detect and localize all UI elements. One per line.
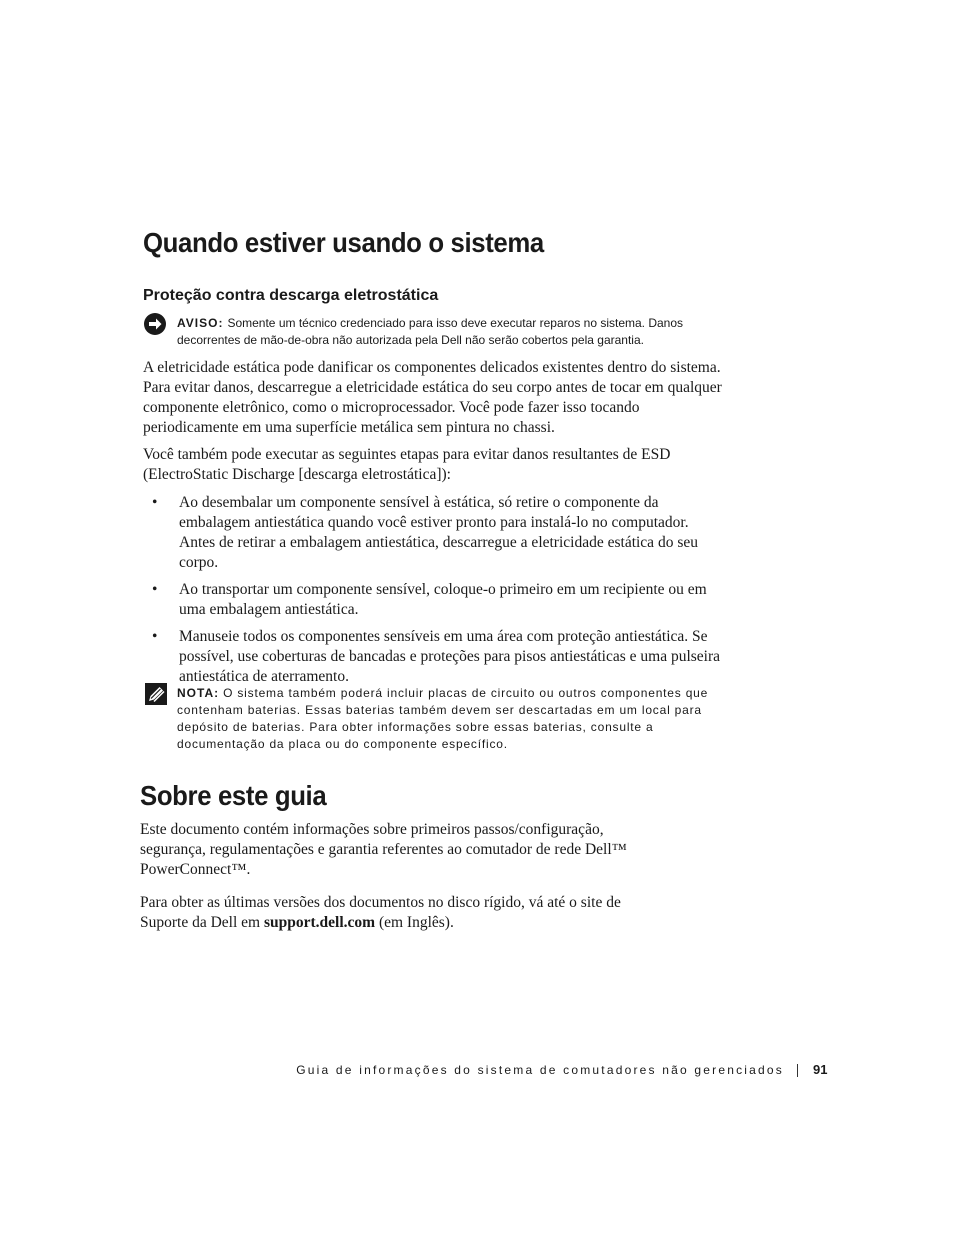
paragraph-guide [140,820,630,880]
list-item-text: Ao transportar um componente sensível, coloque-o primeiro em um recipiente ou em uma embalagem antiestática. [179,581,707,618]
paragraph-esd-steps [143,445,723,485]
paragraph-esd [143,358,723,438]
notice-text: Somente um técnico credenciado para isso deve executar reparos no sistema. Danos decorrentes de mão-de-obra não autorizada pela Dell não serão cobertos pela garantia. [177,316,684,347]
support-link[interactable]: support.dell.com [263,914,376,931]
arrow-circle-icon [143,312,167,336]
note-icon-wrap [145,683,167,710]
note-text-line [177,685,737,753]
note-label: NOTA: [177,686,220,700]
footer-title: Guia de informações do sistema de comutadores não gerenciados [296,1063,784,1077]
footer-separator [797,1064,798,1077]
section-title: Sobre este guia [140,780,327,811]
paragraph-text: A eletricidade estática pode danificar os componentes delicados existentes dentro do sistema. Para evitar danos, descarregue a eletricidade estática do seu corpo antes de tocar em qualquer componente eletrônico, como o microprocessador. Você pode fazer isso tocando periodicamente em uma superfície metálica sem pintura no chassi. [143,359,722,436]
support-text-suffix: (em Inglês). [378,914,454,931]
page-number: 91 [813,1062,828,1077]
paragraph-support [140,893,630,933]
section-title: Quando estiver usando o sistema [143,227,544,258]
paragraph-text [140,893,630,933]
notice-icon-wrap [143,312,167,341]
notice-label: AVISO: [177,316,224,330]
note-text: O sistema também poderá incluir placas de circuito ou outros componentes que contenham baterias. Essas baterias também devem ser descartadas em um local para depósito de baterias. Para obter informações sobre essas baterias, consulte a documentação da placa ou do componente específico. [177,686,709,751]
bullet-dot: • [152,628,158,645]
paragraph-text: Você também pode executar as seguintes etapas para evitar danos resultantes de ESD (ElectroStatic Discharge [descarga eletrostática]): [143,446,671,483]
list-item [143,580,723,620]
list-item [143,627,723,687]
list-item [143,493,723,573]
pencil-note-icon [145,683,167,705]
notice-text-line [177,315,727,349]
note-box [177,685,737,753]
list-item-text: Ao desembalar um componente sensível à estática, só retire o componente da embalagem antiestática quando você estiver pronto para instalá-lo no computador. Antes de retirar a embalagem antiestática, descarregue a eletricidade estática do seu corpo. [179,494,698,571]
bullet-dot: • [152,494,158,511]
paragraph-text: Este documento contém informações sobre primeiros passos/configuração, segurança, regulamentações e garantia referentes ao comutador de rede Dell™ PowerConnect™. [140,821,627,878]
list-item-text: Manuseie todos os componentes sensíveis em uma área com proteção antiestática. Se possível, use coberturas de bancadas e proteções para pisos antiestáticas e uma pulseira antiestática de aterramento. [179,628,721,685]
bullet-dot: • [152,581,158,598]
bullet-list [143,493,723,694]
support-text: Para obter as últimas versões dos documentos no disco rígido, vá até o site de Suporte da Dell em [140,894,621,931]
section-subtitle: Proteção contra descarga eletrostática [143,287,439,304]
notice-box [177,315,727,349]
